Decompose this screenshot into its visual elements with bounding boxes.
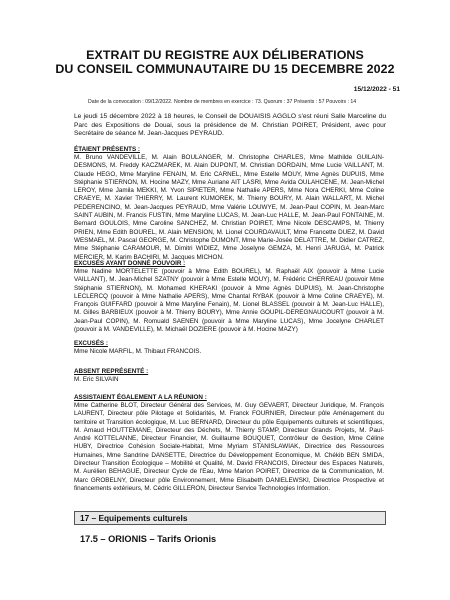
excused-list: Mme Nicole MARFIL, M. Thibaut FRANCOIS. [74,348,202,355]
intro-paragraph: Le jeudi 15 décembre 2022 à 18 heures, le Conseil de DOUAISIS AGGLO s'est réuni Salle Marceline du Parc des Expositions de Douai, sous la présidence de M. Christian POIRET, Président, avec pour Secrétaire de séance M. Jean-Jacques PEYRAUD. [74,113,386,137]
excused-proxy-list: Mme Nadine MORTELETTE (pouvoir à Mme Edith BOUREL), M. Raphaël AIX (pouvoir à Mme Lucie VAILLANT), M. Jean-Michel SZATNY (pouvoir à Mme Estelle MOUY), M. Frédéric CHERREAU (pouvoir Mme Stéphanie STIERNON), M. Mohamed KHERAKI (pouvoir à Mme Agnès DUPUIS), M. Jean-Christophe LECLERCQ (pouvoir à Mme Nathalie APERS), Mme Chantal RYBAK (pouvoir à Mme Coline CRAEYE), M. François GUIFFARD (pouvoir à Mme Maryline Fenain), M. Lionel BLASSEL (pouvoir à M. Jean-Luc HALLE), M. Gilles BARBIEUX (pouvoir à M. Thierry BOURY), Mme Annie GOUPIL-DEREGNAUCOURT (pouvoir à M. Jean-Paul COPIN), M. Romuald SAENEN (pouvoir à Mme Maryline LUCAS), Mme Jocelyne CHARLET (pouvoir à M. VANDEVILLE), M. Michaël DOZIERE (pouvoir à M. Hocine MAZY) [74,268,384,334]
excused-heading: EXCUSÉS : [74,340,108,347]
excused-proxy-heading: EXCUSÉS AYANT DONNÉ POUVOIR : [74,260,186,267]
absent-list: M. Eric SILVAIN [74,376,119,383]
assisting-heading: ASSISTAIENT ÉGALEMENT A LA RÉUNION : [74,394,207,401]
deliberation-reference: 15/12/2022 - 51 [353,86,400,93]
document-title-line2: DU CONSEIL COMMUNAUTAIRE DU 15 DECEMBRE 2022 [55,62,395,76]
present-heading: ÉTAIENT PRÉSENTS : [74,146,141,153]
agenda-item-title: 17.5 – ORIONIS – Tarifs Orionis [80,534,217,544]
present-list: M. Bruno VANDEVILLE, M. Alain BOULANGER, M. Christophe CHARLES, Mme Mathilde GUILAIN-DESMONS, M. Freddy KACZMAREK, M. Alain DUPONT, M. Christian DORDAIN, Mme Lucie VAILLANT, M. Claude HEGO, Mme Maryline FENAIN, M. Eric CARNEL, Mme Estelle MOUY, Mme Agnès DUPUIS, Mme Stéphanie STIERNON, M. Hocine MAZY, Mme Auriane AIT LASRI, Mme Avida OULAHCENE, M. Jean-Michel LEROY, Mme Jamila MEKKI, M. Yvon SIPIETER, Mme Nathalie APERS, Mme Nora CHERKI, Mme Coline CRAEYE, M. Xavier THIERRY, M. Laurent KUMOREK, M. Thierry BOURY, M. Alain WALLART, M. Michel PEDERENCINO, M. Jean-Jacques PEYRAUD, Mme Valérie LOUWYE, M. Jean-Paul COPIN, M. Jean-Marc SAINT AUBIN, M. Francis FUSTIN, Mme Maryline LUCAS, M. Jean-Luc HALLE, M. Jean-Paul FONTAINE, M. Bernard GOULOIS, Mme Caroline SANCHEZ, M. Christian POIRET, Mme Nicole DESCAMPS, M. Thierry PRIEN, Mme Edith BOUREL, M. Alain MENSION, M. Lionel COURDAVAULT, Mme Francette DUEZ, M. David WESMAEL, M. Pascal GEORGE, M. Christophe DUMONT, Mme Marie-Josée DELATTRE, M. Didier CATREZ, Mme Stéphanie CARAMOUR, M. Dimitri WIDIEZ, Mme Joselyne GEMZA, M. Henri JARUGA, M. Patrick MERCIER, M. Karim BACHIRI, M. Jacques MICHON. [74,154,384,261]
convocation-line: Date de la convocation : 09/12/2022. Nombre de membres en exercice : 73. Quorum : 37 Présents : 57 Pouvoirs : 14 [88,99,357,105]
absent-heading: ABSENT REPRÉSENTÉ : [74,368,149,375]
section-header: 17 – Equipements culturels [74,511,386,525]
assisting-list: Mme Catherine BLOT, Directeur Général des Services, M. Guy GEVAERT, Directeur Juridique, M. François LAURENT, Directeur pôle Pilotage et Solidarités, M. Franck FOURNIER, Directeur pôle Aménagement du territoire et Transition écologique, M. Luc BERNARD, Directeur du pôle Equipements culturels et scientifiques, M. Arnaud HOUTTEMANE, Directeur des Déchets, M. Thierry STAMP, Directeur Grands Projets, M. Paul-André KOTTELANNE, Directeur Financier, M. Guillaume BOUQUET, Contrôleur de Gestion, Mme Céline HUBY, Directrice Cohésion Sociale-Habitat, Mme Myriam STANISLAWIAK, Directrice des Ressources Humaines, Mme Sandrine DANSETTE, Directrice du Développement Economique, M. Chékib BEN SMIDA, Directeur Transition Écologique – Mobilité et Qualité, M. David FRANCOIS, Directeur des Espaces Naturels, M. Aurélien BEHAGUE, Directeur Cycle de l'Eau, Mme Marion POIRET, Directrice de la Communication, M. Marc GROBELNY, Directeur pôle Environnement, Mme Elisabeth DANIELEWSKI, Directrice Prospective et financements extérieurs, M. Cédric GILLERON, Directeur Service Technologies Information. [74,402,384,492]
document-title-line1: EXTRAIT DU REGISTRE AUX DÉLIBERATIONS [86,48,364,62]
